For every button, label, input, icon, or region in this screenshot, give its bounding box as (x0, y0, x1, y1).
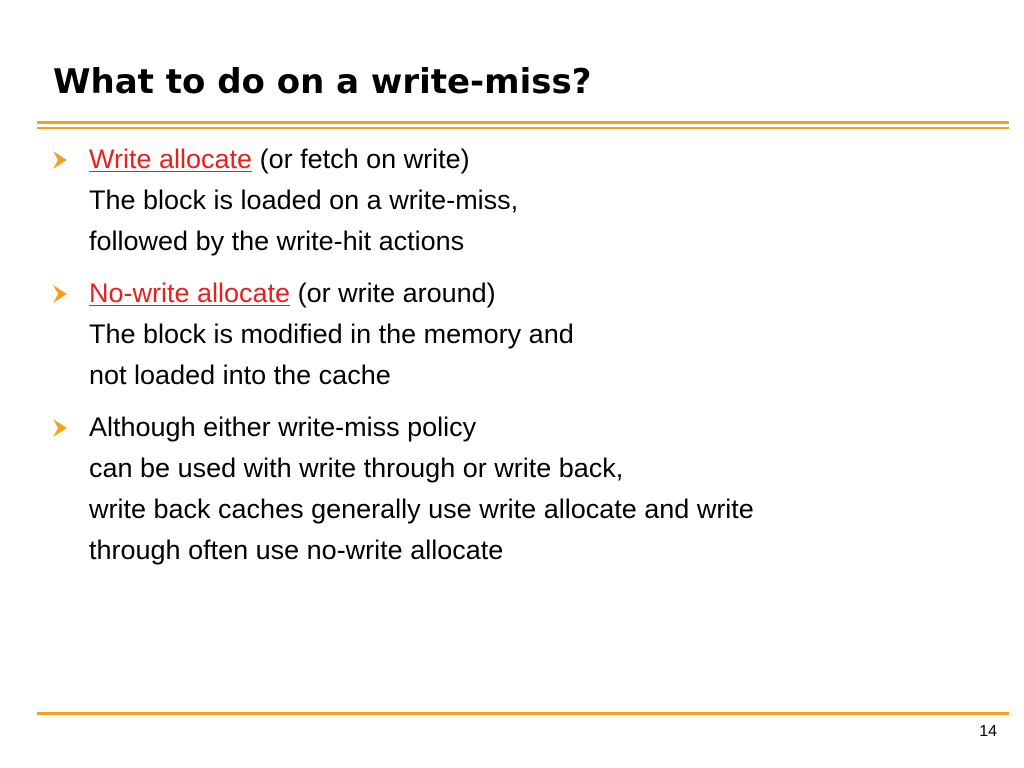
bullet-line: write back caches generally use write allocate and write (89, 494, 754, 524)
bullet-line: not loaded into the cache (89, 360, 391, 390)
bullet-item-policy-usage (0, 407, 1024, 571)
term-write-allocate: Write allocate (89, 144, 253, 174)
term-no-write-allocate: No-write allocate (89, 278, 291, 308)
bullet-item-no-write-allocate (0, 273, 1024, 396)
orange-arrowhead-icon (51, 273, 75, 314)
bullet-heading: Although either write-miss policy (89, 412, 477, 442)
slide-title: What to do on a write-miss? (53, 62, 592, 102)
orange-arrowhead-icon (51, 407, 75, 448)
page-number: 14 (979, 723, 997, 740)
bullet-line: The block is modified in the memory and (89, 319, 574, 349)
bullet-line: followed by the write-hit actions (89, 226, 465, 256)
bullet-list (0, 139, 1024, 582)
term-description: (or write around) (290, 278, 496, 308)
orange-arrowhead-icon (51, 139, 75, 180)
bullet-item-write-allocate (0, 139, 1024, 262)
bullet-heading (89, 139, 1024, 180)
bullet-line: can be used with write through or write back, (89, 453, 624, 483)
title-divider-bottom (37, 127, 1009, 129)
bullet-line: through often use no-write allocate (89, 535, 504, 565)
title-divider-top (37, 121, 1009, 124)
bullet-line: The block is loaded on a write-miss, (89, 185, 519, 215)
footer-divider (37, 712, 1009, 715)
bullet-heading (89, 273, 1024, 314)
term-description: (or fetch on write) (252, 144, 470, 174)
